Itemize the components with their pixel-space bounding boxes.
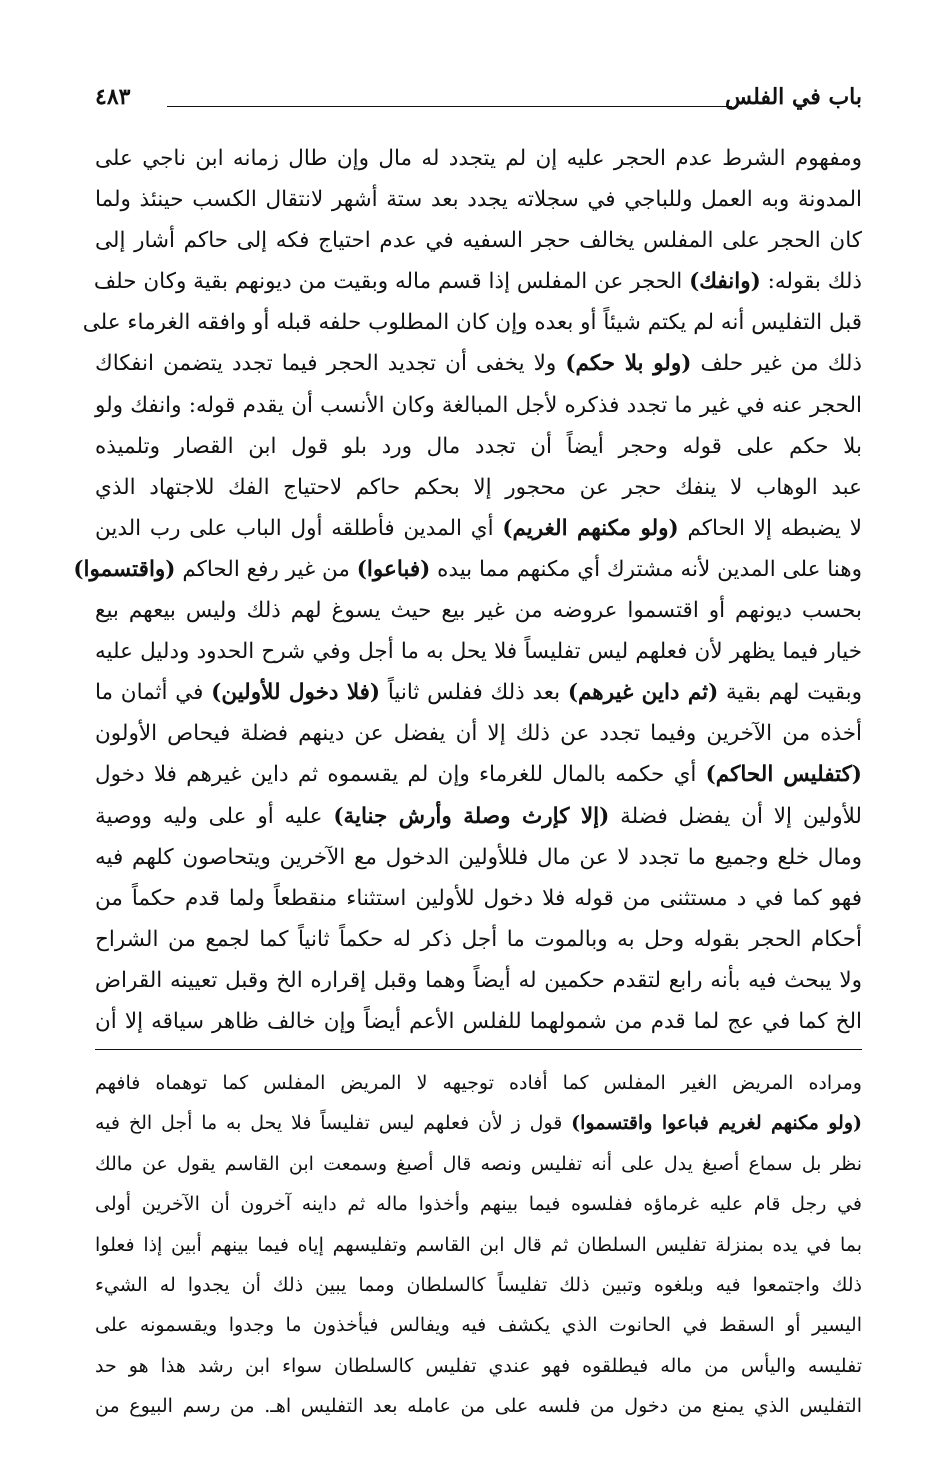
text-segment: نظر بل سماع أصبغ يدل على أنه تفليس ونصه قال أصبغ وسمعت ابن القاسم يقول عن مالك xyxy=(95,1152,862,1175)
footnote-line xyxy=(95,1063,862,1103)
text-line xyxy=(95,837,862,878)
text-segment: فهو كما في د مستثنى من قوله فلا دخول للأولين استثناء منقطعاً ولما قدم حكماً من xyxy=(95,885,862,911)
text-segment: خيار فيما يظهر لأن فعلهم ليس تفليساً فلا يحل به ما أجل وفي شرح الحدود ودليل عليه xyxy=(95,639,862,665)
bold-quote: (ثم داين غيرهم) xyxy=(567,680,719,706)
text-segment: الحجر عن المفلس إذا قسم ماله وبقيت من ديونهم بقية وكان حلف xyxy=(93,269,690,295)
text-line xyxy=(95,713,862,754)
text-line xyxy=(95,467,862,508)
bold-quote: (فلا دخول للأولين) xyxy=(211,680,381,706)
header-rule xyxy=(167,106,732,107)
text-segment: أحكام الحجر بقوله وحل به وبالموت ما أجل ذكر له حكماً ثانياً كما لجمع من الشراح xyxy=(95,926,862,952)
bold-quote: (ولو مكنهم الغريم) xyxy=(502,515,679,541)
text-segment: المدونة وبه العمل وللباجي في سجلاته يجدد بعد ستة أشهر لانتقال الكسب حينئذ ولما xyxy=(95,187,862,213)
text-segment: بعد ذلك ففلس ثانياً xyxy=(380,680,568,706)
bold-quote: (وانفك) xyxy=(689,269,761,295)
footnote-line xyxy=(95,1225,862,1265)
footnote-line xyxy=(95,1265,862,1305)
text-segment: كان الحجر على المفلس يخالف حجر السفيه في عدم احتياج فكه إلى حاكم أشار إلى xyxy=(95,228,862,254)
main-text xyxy=(73,138,862,1042)
page-number: ٤٨٣ xyxy=(95,84,131,110)
text-segment: في رجل قام عليه غرماؤه ففلسوه فيما بينهم وأخذوا ماله ثم داينه آخرون أن الآخرين أولى xyxy=(95,1193,862,1216)
text-segment: عبد الوهاب لا ينفك حجر عن محجور إلا بحكم حاكم لاحتياج الفك للاجتهاد الذي xyxy=(95,474,862,500)
text-segment: قبل التفليس أنه لم يكتم شيئاً أو بعده وإن كان المطلوب حلفه قبله أو وافقه الغرماء على xyxy=(82,310,862,336)
footnote-line xyxy=(95,1184,862,1224)
text-segment: ولا يبحث فيه بأنه رابع لتقدم حكمين له أيضاً وهما وقبل إقراره الخ وقبل تعيينه القراض xyxy=(95,967,862,993)
text-segment: أي المدين فأطلقه أول الباب على رب الدين xyxy=(95,515,503,541)
text-segment: بحسب ديونهم أو اقتسموا عروضه من غير بيع حيث يسوغ لهم ذلك وليس بيعهم بيع xyxy=(95,598,862,624)
text-segment: الخ كما في عج لما قدم من شمولهما للفلس الأعم أيضاً وإن خالف ظاهر سياقه إلا أن xyxy=(95,1008,862,1034)
text-segment: ومال خلع وجميع ما تجدد لا عن مال فللأولين الدخول مع الآخرين ويتحاصون كلهم فيه xyxy=(95,844,862,870)
footnote-line xyxy=(95,1103,862,1143)
text-line xyxy=(95,878,862,919)
text-line xyxy=(95,343,862,384)
chapter-title: باب في الفلس xyxy=(725,84,862,110)
text-segment: ذلك واجتمعوا فيه وبلغوه وتبين ذلك تفليساً كالسلطان ومما يبين ذلك أن يجدوا له الشيء xyxy=(95,1273,862,1296)
footnote-line xyxy=(95,1305,862,1345)
text-segment: تفليسه واليأس من ماله فيطلقوه فهو عندي تفليس كالسلطان سواء ابن رشد هذا هو حد xyxy=(95,1354,862,1377)
text-line xyxy=(95,631,862,672)
text-segment: وبقيت لهم بقية xyxy=(718,680,862,706)
text-line xyxy=(82,302,862,343)
text-line xyxy=(95,672,862,713)
running-header xyxy=(95,84,862,118)
text-segment: ومراده المريض الغير المفلس كما أفاده توجيهه لا المريض المفلس كما توهماه فافهم xyxy=(95,1072,862,1094)
text-line xyxy=(95,220,862,261)
bold-quote: (ولو بلا حكم) xyxy=(565,351,692,377)
bold-quote: (واقتسموا) xyxy=(73,556,176,582)
text-line xyxy=(73,549,862,590)
text-segment: عليه أو على وليه ووصية xyxy=(95,803,334,829)
text-line xyxy=(95,590,862,631)
footnote-line xyxy=(95,1144,862,1184)
text-segment: بما في يده بمنزلة تفليس السلطان ثم قال ابن القاسم وتفليسهم إياه فيما بينهم أبين إذا فعلوا xyxy=(95,1233,862,1256)
text-line xyxy=(95,1001,862,1042)
text-segment: لا يضبطه إلا الحاكم xyxy=(678,515,862,541)
text-line xyxy=(95,796,862,837)
footnotes xyxy=(95,1063,862,1427)
text-segment: من غير رفع الحاكم xyxy=(175,556,357,582)
text-line xyxy=(95,385,862,426)
bold-quote: (فباعوا) xyxy=(356,556,431,582)
text-segment: ذلك من غير حلف xyxy=(691,351,862,377)
text-segment: أي حكمه بالمال للغرماء وإن لم يقسموه ثم داين غيرهم فلا دخول xyxy=(95,762,706,788)
text-segment: بلا حكم على قوله وحجر أيضاً أن تجدد مال ورد بلو قول ابن القصار وتلميذه xyxy=(95,433,862,459)
text-segment: ومفهوم الشرط عدم الحجر عليه إن لم يتجدد له مال وإن طال زمانه ابن ناجي على xyxy=(95,146,862,171)
text-segment: التفليس الذي يمنع من دخول من فلسه على من عامله بعد التفليس اهـ. من رسم البيوع من xyxy=(95,1395,862,1418)
text-line xyxy=(95,960,862,1001)
text-segment: الحجر عنه في غير ما تجدد فذكره لأجل المبالغة وكان الأنسب أن يقدم قوله: وانفك ولو xyxy=(95,392,862,418)
bold-quote: (إلا كإرث وصلة وأرش جناية) xyxy=(333,803,610,829)
bold-quote: (كتفليس الحاكم) xyxy=(705,762,862,788)
text-segment: قول ز لأن فعلهم ليس تفليساً فلا يحل به ما أجل الخ فيه xyxy=(95,1112,572,1135)
text-line xyxy=(95,919,862,960)
footnote-line xyxy=(95,1386,862,1426)
text-line xyxy=(95,508,862,549)
text-line xyxy=(95,754,862,795)
footnote-line xyxy=(95,1346,862,1386)
text-line xyxy=(95,426,862,467)
bold-quote: (ولو مكنهم لغريم فباعوا واقتسموا) xyxy=(571,1112,862,1135)
text-segment: في أثمان ما xyxy=(95,680,212,706)
text-segment: وهنا على المدين لأنه مشترك أي مكنهم مما بيده xyxy=(430,556,862,582)
text-segment: ولا يخفى أن تجديد الحجر فيما تجدد يتضمن انفكاك xyxy=(95,351,566,377)
text-segment: اليسير أو السقط في الحانوت الذي يكشف فيه ويفالس فيأخذون ما وجدوا ويقسمونه على xyxy=(95,1314,862,1337)
footnote-separator xyxy=(95,1049,862,1050)
text-line xyxy=(95,261,862,302)
text-segment: ذلك بقوله: xyxy=(760,269,862,295)
text-line xyxy=(95,179,862,220)
text-segment: للأولين إلا أن يفضل فضلة xyxy=(609,803,862,829)
text-segment: أخذه من الآخرين وفيما تجدد عن ذلك إلا أن يفضل عن دينهم فضلة فيحاص الأولون xyxy=(95,721,862,747)
text-line xyxy=(95,138,862,179)
